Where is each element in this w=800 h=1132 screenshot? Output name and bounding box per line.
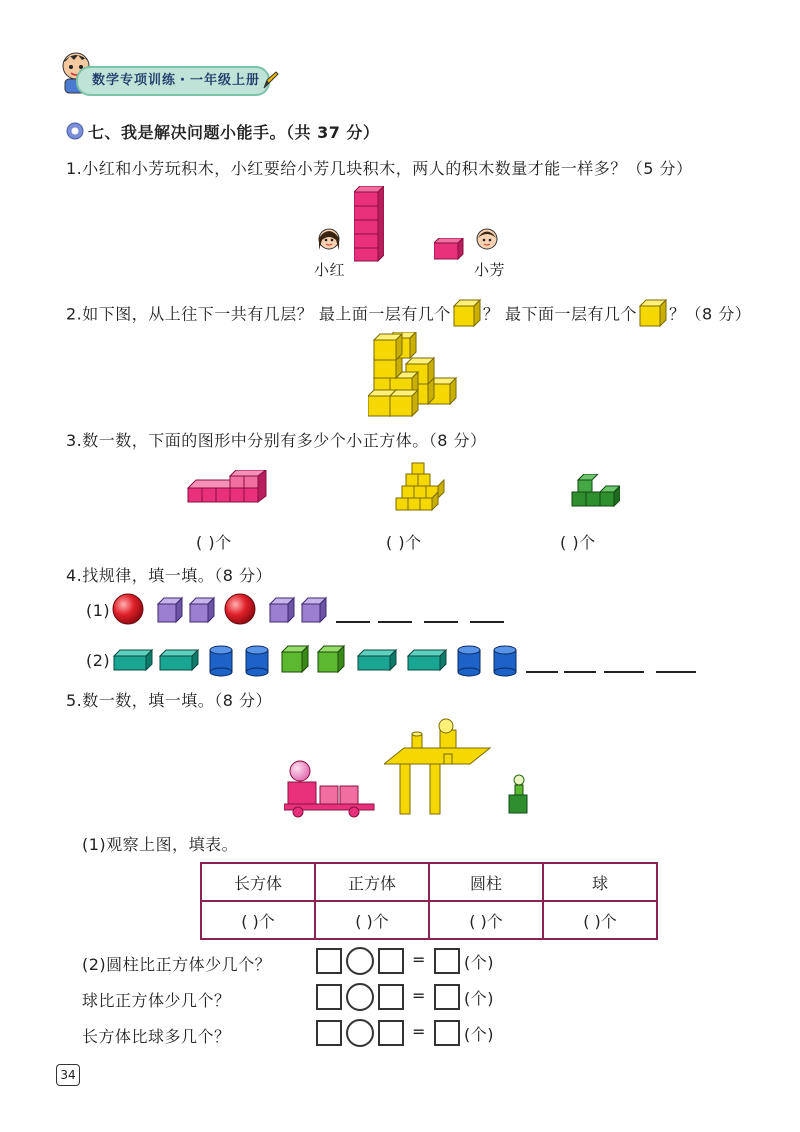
answer-box[interactable] bbox=[316, 984, 342, 1010]
table-header-cylinder: 圆柱 bbox=[429, 863, 543, 901]
pink-cubes-figure bbox=[186, 470, 268, 510]
name-xiaohong: 小红 bbox=[314, 261, 346, 279]
name-xiaofang: 小芳 bbox=[474, 261, 506, 279]
answer-box[interactable] bbox=[434, 1020, 460, 1046]
question-2-text bbox=[66, 299, 751, 331]
equals-sign: = bbox=[412, 1022, 426, 1041]
q5-sub-1: (1)观察上图，填表。 bbox=[82, 835, 239, 854]
pattern-row-1-label: (1) bbox=[86, 601, 111, 620]
answer-box[interactable] bbox=[378, 948, 404, 974]
q5-sub-4: 长方体比球多几个？ bbox=[82, 1027, 231, 1046]
unit-label: (个) bbox=[464, 953, 494, 972]
section-title: 七、我是解决问题小能手。（共 37 分） bbox=[88, 123, 380, 142]
yellow-table-figure bbox=[384, 718, 494, 822]
pattern-row-2 bbox=[112, 640, 702, 682]
block-single-pink bbox=[434, 238, 464, 264]
unit-label: (个) bbox=[464, 1025, 494, 1044]
stacked-cubes-figure bbox=[368, 332, 458, 422]
operator-circle[interactable] bbox=[346, 983, 374, 1011]
girl-xiaofang-icon bbox=[474, 226, 500, 260]
q3-answer-2[interactable]: ( )个 bbox=[386, 533, 422, 552]
question-2-part-b: ？ 最下面一层有几个 bbox=[482, 304, 637, 324]
equation-row-2 bbox=[316, 982, 516, 1012]
unit-label: (个) bbox=[464, 989, 494, 1008]
table-cell-cube[interactable]: ( )个 bbox=[315, 901, 429, 939]
operator-circle[interactable] bbox=[346, 1019, 374, 1047]
equation-row-1 bbox=[316, 946, 516, 976]
pattern-row-2-label: (2) bbox=[86, 651, 111, 670]
operator-circle[interactable] bbox=[346, 947, 374, 975]
block-tower-pink bbox=[354, 186, 384, 266]
pink-train-figure bbox=[284, 758, 380, 822]
question-2-part-a: 2.如下图，从上往下一共有几层？ 最上面一层有几个 bbox=[66, 304, 451, 324]
question-4-text: 4.找规律，填一填。（8 分） bbox=[66, 566, 273, 585]
table-header-cuboid: 长方体 bbox=[201, 863, 315, 901]
q5-sub-2: (2)圆柱比正方体少几个？ bbox=[82, 955, 272, 974]
question-5-text: 5.数一数，填一填。（8 分） bbox=[66, 691, 273, 710]
q3-answer-1[interactable]: ( )个 bbox=[196, 533, 232, 552]
equals-sign: = bbox=[412, 986, 426, 1005]
pattern-row-1 bbox=[112, 592, 532, 632]
answer-box[interactable] bbox=[378, 984, 404, 1010]
header-banner-text: 数学专项训练・一年级上册 bbox=[92, 73, 261, 88]
table-cell-sphere[interactable]: ( )个 bbox=[543, 901, 657, 939]
question-1-text: 1.小红和小芳玩积木，小红要给小芳几块积木，两人的积木数量才能一样多？（5 分） bbox=[66, 159, 693, 178]
table-header-sphere: 球 bbox=[543, 863, 657, 901]
table-cell-cuboid[interactable]: ( )个 bbox=[201, 901, 315, 939]
section-flower-icon bbox=[66, 122, 84, 144]
page-number: 34 bbox=[56, 1064, 80, 1086]
answer-box[interactable] bbox=[434, 948, 460, 974]
table-header-cube: 正方体 bbox=[315, 863, 429, 901]
q3-answer-3[interactable]: ( )个 bbox=[560, 533, 596, 552]
yellow-pyramid-figure bbox=[394, 460, 446, 516]
green-cubes-figure bbox=[570, 474, 620, 514]
question-2-part-c: ？（8 分） bbox=[668, 304, 752, 324]
q5-sub-3: 球比正方体少几个？ bbox=[82, 991, 231, 1010]
equals-sign: = bbox=[412, 950, 426, 969]
girl-xiaohong-icon bbox=[316, 226, 342, 260]
yellow-cube-icon bbox=[639, 299, 667, 331]
green-tower-figure bbox=[506, 774, 532, 820]
question-3-text: 3.数一数，下面的图形中分别有多少个小正方体。（8 分） bbox=[66, 431, 487, 450]
answer-box[interactable] bbox=[378, 1020, 404, 1046]
shape-count-table bbox=[200, 862, 658, 940]
answer-box[interactable] bbox=[434, 984, 460, 1010]
pencil-icon bbox=[262, 70, 280, 94]
answer-box[interactable] bbox=[316, 1020, 342, 1046]
yellow-cube-icon bbox=[453, 299, 481, 331]
equation-row-3 bbox=[316, 1018, 516, 1048]
table-cell-cylinder[interactable]: ( )个 bbox=[429, 901, 543, 939]
answer-box[interactable] bbox=[316, 948, 342, 974]
